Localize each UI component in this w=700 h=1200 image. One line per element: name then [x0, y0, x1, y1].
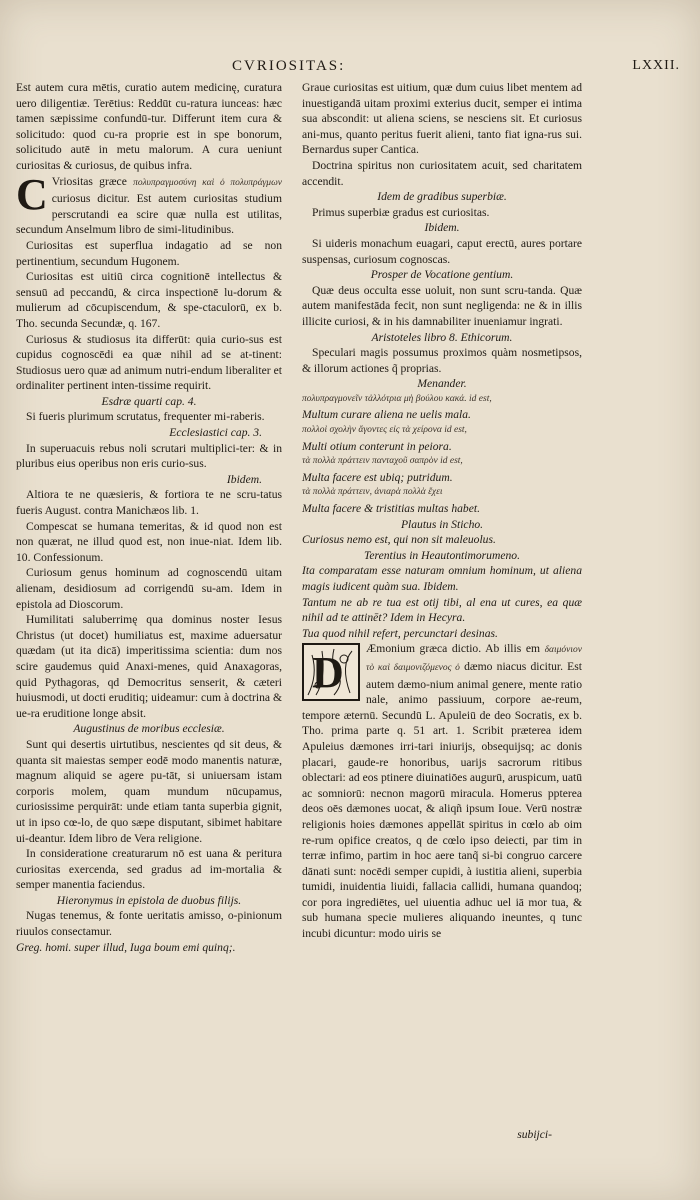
source-heading: Aristoteles libro 8. Ethicorum.	[371, 330, 513, 344]
initial-letter: C	[16, 169, 48, 219]
paragraph: Si fueris plurimum scrutatus, frequenter mi-raberis.	[26, 410, 265, 424]
quotation-line: Multi otium conterunt in peiora.	[302, 439, 452, 453]
source-heading: Ibidem.	[424, 221, 460, 235]
paragraph: Graue curiositas est uitium, quæ dum cuius libet mentem ad inuestigandā uitam proximi exterius ducit, semper ei intima sua abscondit: ut aliena sciens, se nesciens sit. Et curiosus ani-mus, quanto peritus fuerit alieni, tanto fiat igna-rus sui. Bernardus super Cantica.	[302, 81, 582, 157]
source-heading: Plautus in Sticho.	[400, 517, 484, 531]
initial-letter: D	[312, 648, 344, 698]
source-heading: Augustinus de moribus ecclesiæ.	[73, 722, 225, 736]
right-column	[302, 80, 582, 942]
paragraph: Curiositas est superflua indagatio ad se non pertinentium, secundum Hugonem.	[16, 238, 282, 268]
paragraph: Nugas tenemus, & fonte ueritatis amisso, o-pinionum riuulos consectamur.	[16, 909, 282, 939]
paragraph: Doctrina spiritus non curiositatem acuit, sed charitatem accendit.	[302, 158, 582, 188]
quotation-line: Tua quod nihil refert, percunctari desinas.	[302, 626, 498, 640]
paragraph: Si uideris monachum euagari, caput erectū, aures portare suspensas, curiosum cognoscas.	[302, 236, 582, 266]
quotation-line: Ita comparatam esse naturam omnium hominum, ut aliena magis iudicent quàm sua. Ibidem.	[302, 564, 582, 593]
paragraph-text: Æmonium græca dictio. Ab illis em	[366, 642, 540, 656]
source-heading: Menander.	[417, 377, 467, 391]
greek-text: δαιμόνιον τὸ καὶ δαιμονιζόμενος ὁ	[366, 645, 582, 673]
paragraph: In superuacuis rebus noli scrutari multiplici-ter: & in pluribus eius operibus non eris curio-sus.	[16, 441, 282, 471]
quotation-line: Multa facere est ubiq; putridum.	[302, 470, 453, 484]
paragraph: Speculari magis possumus proximos quàm nosmetipsos, & illorum actiones q̃ proprias.	[302, 346, 582, 375]
paragraph: Curiosum genus hominum ad cognoscendū uitam alienam, desidiosum ad corrigendū su-am. Idem in epistola ad Dioscorum.	[16, 566, 282, 611]
quotation-line: Greg. homi. super illud, Iuga boum emi quinq;.	[16, 940, 236, 954]
page-header	[16, 58, 680, 80]
dropcap-paragraph	[16, 169, 282, 238]
greek-line: τὰ πολλὰ πράττειν πανταχοῦ σαπρὸν id est,	[302, 456, 463, 467]
source-heading: Terentius in Heautontimorumeno.	[364, 548, 520, 562]
quotation-line: Tantum ne ab re tua est otij tibi, al ena ut cures, ea quæ nihil ad te attinēt? Idem in Hecyra.	[302, 595, 582, 625]
paragraph: Quæ deus occulta esse uoluit, non sunt scru-tanda. Quæ autem manifestāda fecit, non sunt negligenda: ne & in illis illicite curiosi, & in his damnabiliter inueniamur ingrati.	[302, 283, 582, 328]
paragraph: Curiosus & studiosus ita differūt: quia curio-sus est cupidus cognoscēdi ea quæ nihil ad se at-tinent: Studiosus uero quæ ad animum nutri-endum liberaliter et ordinaliter pertinent inten-tissime requirit.	[16, 332, 282, 393]
paragraph: Altiora te ne quæsieris, & fortiora te ne scru-tatus fueris August. contra Manichæos lib. 1.	[16, 488, 282, 518]
folio-number: LXXII.	[632, 58, 680, 73]
paragraph: Humilitati saluberrimę qua dominus noster Iesus Christus (ut docet) humiliatus est, maxime aduersatur quædam (ut ita dicā) imperitissima scientia: dum nos scire gaudemus quid Anaxi-menes, quid Anaxagoras, quid Pythagoras, qd Democritus senserit, & cæteri huiusmodi, ut docti eruditiq; uideamur: cum à doctrina & ue-ra eruditione longe absit.	[16, 613, 282, 720]
paragraph: Est autem cura mētis, curatio autem medicinę, curatura uero diligentiæ. Terētius: Reddūt cu-ratura iunceas: hæc tamen sæpissime confundū-tur. Differunt item cura & solicitudo: quod cu-ra proprie est in spe bonorum, solicitudo autē in metu malorum. A cura ueniunt curiositas & curiosus, de quibus infra.	[16, 81, 282, 172]
paragraph: Primus superbiæ gradus est curiositas.	[312, 205, 490, 219]
decorated-initial	[302, 643, 360, 701]
paragraph-text: curiosus dicitur. Est autem curiositas studium perscrutandi ea scire quæ nulla est utilitas, secundum Anselmum libro de simi-litudinibus.	[16, 192, 282, 237]
source-heading: Ecclesiastici cap. 3.	[169, 426, 262, 440]
greek-line: πολλοὶ σχολὴν ἄγοντες εἰς τὰ χείρονα id est,	[302, 425, 467, 436]
source-heading: Idem de gradibus superbiæ.	[377, 190, 507, 204]
source-heading: Hieronymus in epistola de duobus filijs.	[56, 893, 242, 907]
running-head: CVRIOSITAS:	[232, 58, 346, 74]
greek-line: τὰ πολλὰ πράττειν, ἀνιαρὰ πολλὰ ἔχει	[302, 487, 443, 498]
paragraph: Compescat se humana temeritas, & id quod non est non quærat, ne illud quod est, non inue-niat. Idem lib. 10. Confessionum.	[16, 519, 282, 564]
quotation-line: Multum curare aliena ne uelis mala.	[302, 408, 471, 422]
paragraph-text: dæmo niacus dicitur. Est autem dæmo-nium animal genere, mente ratio nale, animo passiuum, corpore ae-reum, tempore æternū. Secundū L. Apuleiū de deo Socratis, ex b. Tho. prima parte q. 51 art. 1. Scribit præterea idem Apuleius dæmones irri-tari iniurijs, obsequijsq; ac donis placari, gaude-re honoribus, uarijs sacrorum ritibus oblectari: ad eos ptinere diuinatiōes augurū, aruspicum, uatū ac somniorū: necnon magorū miracula. Homerus ppterea deos oēs dæmones uocat, & aliqñ ipsum Ioue. Verū nostræ religionis hoies dæmones appellāt spiritus in cœlo ab oim re-rum opifice creatos, q de cœlo ipso deiecti, par tim in terræ infimo, partim in hoc aere tanq̃ si-bi congruo carcere dānati sunt: nocēdi semper cupidi, à iustitia alieni, superbia tumidi, inuidentia liuidi, fallacia callidi, humana quandoq; cor pora ingrediētes, uel uiuentia adhuc uel iā mor tua, & sub humana specie mulieres aliquando ineuntes, q tunc incubi dicuntur: modo uiris se	[302, 659, 582, 941]
paragraph: Sunt qui desertis uirtutibus, nescientes qd sit deus, & quanta sit maiestas semper eodē modo manentis naturæ, magnum aliquid se agere pu-tāt, si uniuersam istam corporis molem, quam mundum nūcupamus, curiosissime perquirāt: unde etiam tanta superbia gignit, ut in ipso cœ-lo, de quo sæpe disputant, sibimet habitare ui-deantur. Idem libro de Vera religione.	[16, 737, 282, 845]
source-heading: Ibidem.	[226, 472, 262, 486]
dropcap-paragraph	[302, 641, 582, 941]
source-heading: Prosper de Vocatione gentium.	[370, 268, 514, 282]
left-column	[16, 80, 282, 955]
paragraph: Curiositas est uitiū circa cognitionē intellectus & sensuū ad peccandū, & circa inspectionē lu-dorum & mulierum ad cōcupiscendum, & spe-ctaculorū, ex b. Tho. secunda Secundæ, q. 167.	[16, 270, 282, 330]
source-heading: Esdræ quarti cap. 4.	[101, 394, 197, 408]
quotation-line: Multa facere & tristitias multas habet.	[302, 502, 480, 516]
paragraph-text: Vriositas græce	[51, 174, 127, 188]
greek-line: πολυπραγμονεῖν τἀλλότρια μὴ βούλου κακά. id est,	[302, 393, 492, 404]
quotation-line: Curiosus nemo est, qui non sit maleuolus.	[302, 533, 496, 547]
greek-text: πολυπραγμοσύνη καὶ ὁ πολυπράγμων	[133, 177, 282, 188]
catchword: subijci-	[517, 1128, 552, 1141]
paragraph: In consideratione creaturarum nō est uana & peritura curiositas exercenda, sed gradus ad im-mortalia & semper manentia faciendus.	[16, 847, 282, 892]
